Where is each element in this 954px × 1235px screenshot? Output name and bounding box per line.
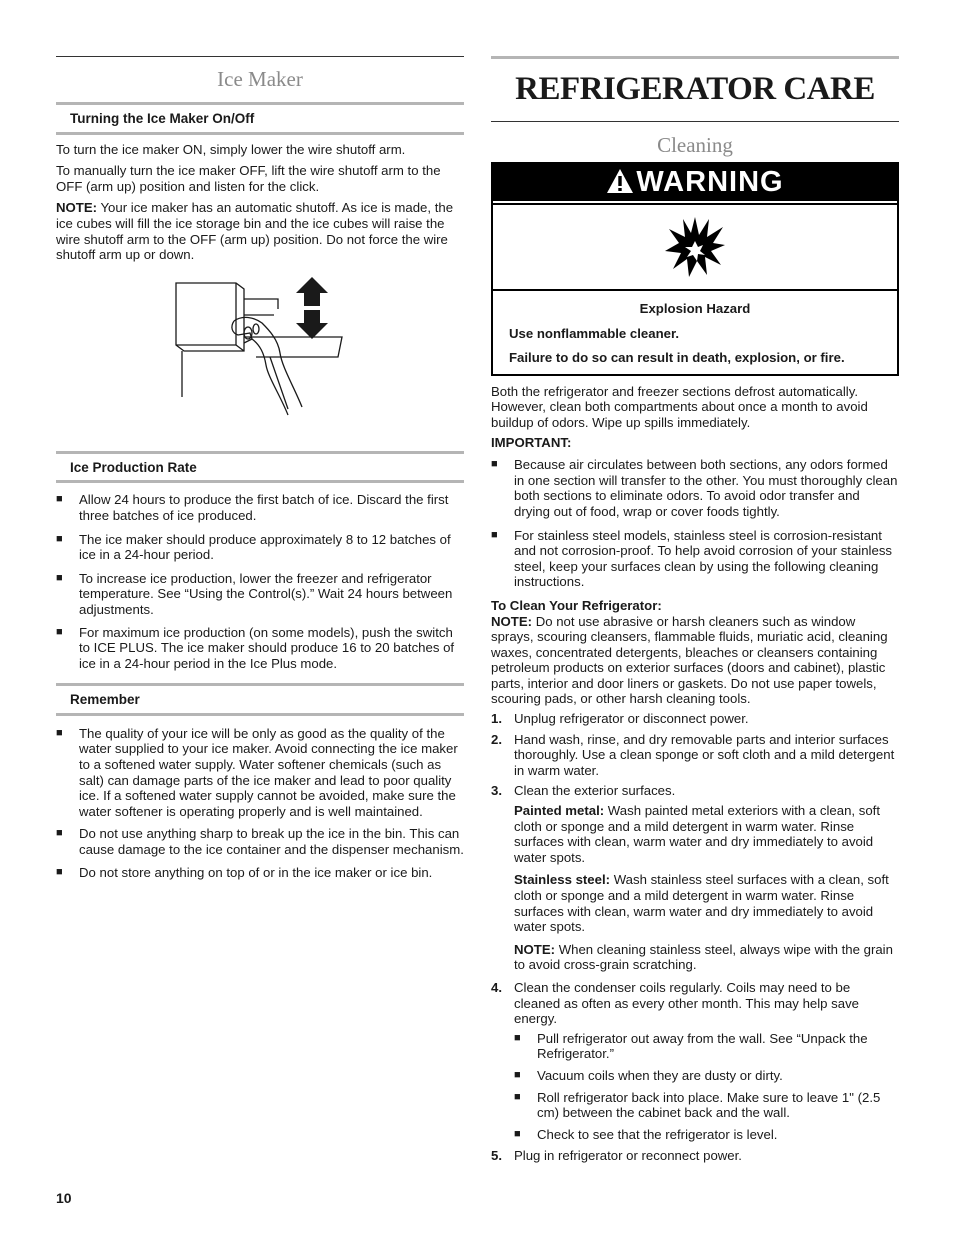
list-item: ■ The quality of your ice will be only as good as the quality of the water supplied to your ice maker. Avoid connecting the ice maker to a softened water supply. Water softener chemicals (such as salt) can damage parts of the ice maker and lead to poor quality ice. If a softened water supply cannot be avoided, make sure the water softener is operating properly and is well maintained. bbox=[56, 726, 464, 820]
step-item bbox=[491, 783, 899, 973]
painted-metal-paragraph bbox=[514, 803, 899, 865]
section-title-ice-maker: Ice Maker bbox=[217, 67, 303, 91]
paragraph: To manually turn the ice maker OFF, lift the wire shutoff arm to the OFF (arm up) position and listen for the click. bbox=[56, 163, 441, 194]
step-text: Clean the exterior surfaces. bbox=[514, 783, 676, 799]
stainless-steel-paragraph bbox=[514, 872, 899, 934]
step-number: 5. bbox=[491, 1148, 502, 1164]
ice-maker-illustration bbox=[56, 277, 464, 445]
note-label: NOTE: bbox=[491, 613, 533, 629]
warning-triangle-icon bbox=[606, 168, 634, 194]
ice-maker-arm-illustration bbox=[56, 277, 464, 445]
hazard-title: Explosion Hazard bbox=[639, 301, 751, 316]
steps-list bbox=[491, 711, 899, 1164]
warning-text-panel bbox=[493, 291, 897, 374]
list-item: ■ For stainless steel models, stainless steel is corrosion-resistant and not corrosion-proof. To help avoid corrosion of your stainless steel, keep your surfaces clean by using the following cleaning instructions. bbox=[491, 528, 899, 590]
title-rule bbox=[491, 121, 899, 122]
step-text: Clean the condenser coils regularly. Coils may need to be cleaned as often as every other month. This may help save energy. bbox=[514, 979, 860, 1027]
step-text: Hand wash, rinse, and dry removable parts and interior surfaces thoroughly. Use a clean sponge or soft cloth and a mild detergent in warm water. bbox=[514, 731, 895, 778]
warning-header bbox=[493, 164, 897, 201]
warning-line: Use nonflammable cleaner. bbox=[509, 325, 680, 341]
painted-metal-label: Painted metal: bbox=[514, 803, 605, 819]
to-clean-heading: To Clean Your Refrigerator: bbox=[491, 597, 662, 613]
important-label: IMPORTANT: bbox=[491, 434, 572, 450]
section-title-cleaning: Cleaning bbox=[657, 133, 733, 157]
stainless-note-paragraph bbox=[514, 942, 899, 973]
note-text: Do not use abrasive or harsh cleaners such as window sprays, scouring cleansers, flammable fluids, muriatic acid, cleaning waxes, concentrated detergents, bleaches or cleansers containing petroleum products on exterior surfaces (doors and cabinet), plastic parts, interior and door liners or gaskets. Do not use paper towels, scouring pads, or other harsh cleaning tools. bbox=[491, 613, 888, 707]
list-item: ■ Vacuum coils when they are dusty or dirty. bbox=[514, 1068, 899, 1084]
list-item: ■ Allow 24 hours to produce the first batch of ice. Discard the first three batches of ice produced. bbox=[56, 492, 464, 523]
heading-bar bbox=[56, 713, 464, 716]
subheading-remember: Remember bbox=[70, 692, 140, 708]
step-item bbox=[491, 711, 899, 727]
step-number: 2. bbox=[491, 731, 502, 747]
paragraph: To turn the ice maker ON, simply lower the wire shutoff arm. bbox=[56, 141, 406, 157]
list-item: ■ To increase ice production, lower the freezer and refrigerator temperature. See “Using the Control(s).” Wait 24 hours between adjustments. bbox=[56, 571, 464, 618]
note-paragraph bbox=[491, 614, 899, 708]
note-label: NOTE: bbox=[514, 941, 556, 957]
step-number: 3. bbox=[491, 783, 502, 799]
heading-bar bbox=[56, 480, 464, 483]
step-item bbox=[491, 980, 899, 1142]
page-number: 10 bbox=[56, 1190, 72, 1206]
step-number: 4. bbox=[491, 979, 502, 995]
list-item: ■ For maximum ice production (on some models), push the switch to ICE PLUS. The ice maker should produce 16 to 20 batches of ice in a 24-hour period in the Ice Plus mode. bbox=[56, 625, 464, 672]
step-item bbox=[491, 1148, 899, 1164]
warning-box bbox=[491, 162, 899, 376]
list-item: ■ The ice maker should produce approximately 8 to 12 batches of ice in a 24-hour period. bbox=[56, 532, 464, 563]
stainless-steel-label: Stainless steel: bbox=[514, 872, 611, 888]
list-item: ■ Roll refrigerator back into place. Make sure to leave 1" (2.5 cm) between the cabinet back and the wall. bbox=[514, 1090, 899, 1121]
warning-image-panel bbox=[493, 203, 897, 291]
note-label: NOTE: bbox=[56, 200, 98, 216]
note-text: Your ice maker has an automatic shutoff. As ice is made, the ice cubes will fill the ice storage bin and the ice cubes will raise the wire shutoff arm to the OFF (arm up) position. Do not force the wire shutoff arm up or down. bbox=[56, 200, 454, 263]
title-bar bbox=[491, 56, 899, 59]
warning-line: Failure to do so can result in death, explosion, or fire. bbox=[509, 350, 845, 366]
list-item: ■ Check to see that the refrigerator is level. bbox=[514, 1127, 899, 1143]
subheading-turning: Turning the Ice Maker On/Off bbox=[70, 111, 255, 126]
heading-bar bbox=[56, 132, 464, 135]
step-text: Plug in refrigerator or reconnect power. bbox=[514, 1148, 742, 1164]
step-number: 1. bbox=[491, 711, 502, 727]
list-item: ■ Do not use anything sharp to break up the ice in the bin. This can cause damage to the ice container and the dispenser mechanism. bbox=[56, 826, 464, 857]
explosion-icon bbox=[663, 215, 727, 279]
remember-list bbox=[56, 726, 464, 880]
subheading-ice-production-rate: Ice Production Rate bbox=[70, 459, 197, 475]
warning-label: WARNING bbox=[636, 166, 784, 198]
painted-metal-text: Wash painted metal exteriors with a clean, soft cloth or sponge and a mild detergent in warm water. Rinse surfaces with clean, warm water and dry immediately to avoid water spots. bbox=[514, 803, 880, 865]
note-text: When cleaning stainless steel, always wipe with the grain to avoid cross-grain scratching. bbox=[514, 941, 893, 973]
intro-paragraph: Both the refrigerator and freezer sections defrost automatically. However, clean both compartments about once a month to avoid buildup of odors. Wipe up spills immediately. bbox=[491, 383, 868, 430]
step-item bbox=[491, 732, 899, 779]
left-column bbox=[56, 56, 464, 880]
note-paragraph bbox=[56, 200, 464, 262]
coil-sublist bbox=[514, 1031, 899, 1143]
right-column bbox=[491, 56, 899, 1164]
page-title: REFRIGERATOR CARE bbox=[515, 71, 875, 107]
list-item: ■ Do not store anything on top of or in the ice maker or ice bin. bbox=[56, 865, 464, 881]
important-list bbox=[491, 457, 899, 590]
step-text: Unplug refrigerator or disconnect power. bbox=[514, 711, 749, 727]
list-item: ■ Because air circulates between both sections, any odors formed in one section will transfer to the other. You must thoroughly clean both sections to eliminate odors. To avoid odor transfer and drying out of food, wrap or cover foods tightly. bbox=[491, 457, 899, 519]
arrow-up-icon bbox=[296, 277, 328, 306]
stainless-steel-text: Wash stainless steel surfaces with a clean, soft cloth or sponge and a mild detergent in warm water. Rinse surfaces with clean, warm water and dry immediately to avoid water spots. bbox=[514, 872, 889, 935]
production-list bbox=[56, 492, 464, 671]
arrow-down-icon bbox=[296, 310, 328, 339]
list-item: ■ Pull refrigerator out away from the wall. See “Unpack the Refrigerator.” bbox=[514, 1031, 899, 1062]
